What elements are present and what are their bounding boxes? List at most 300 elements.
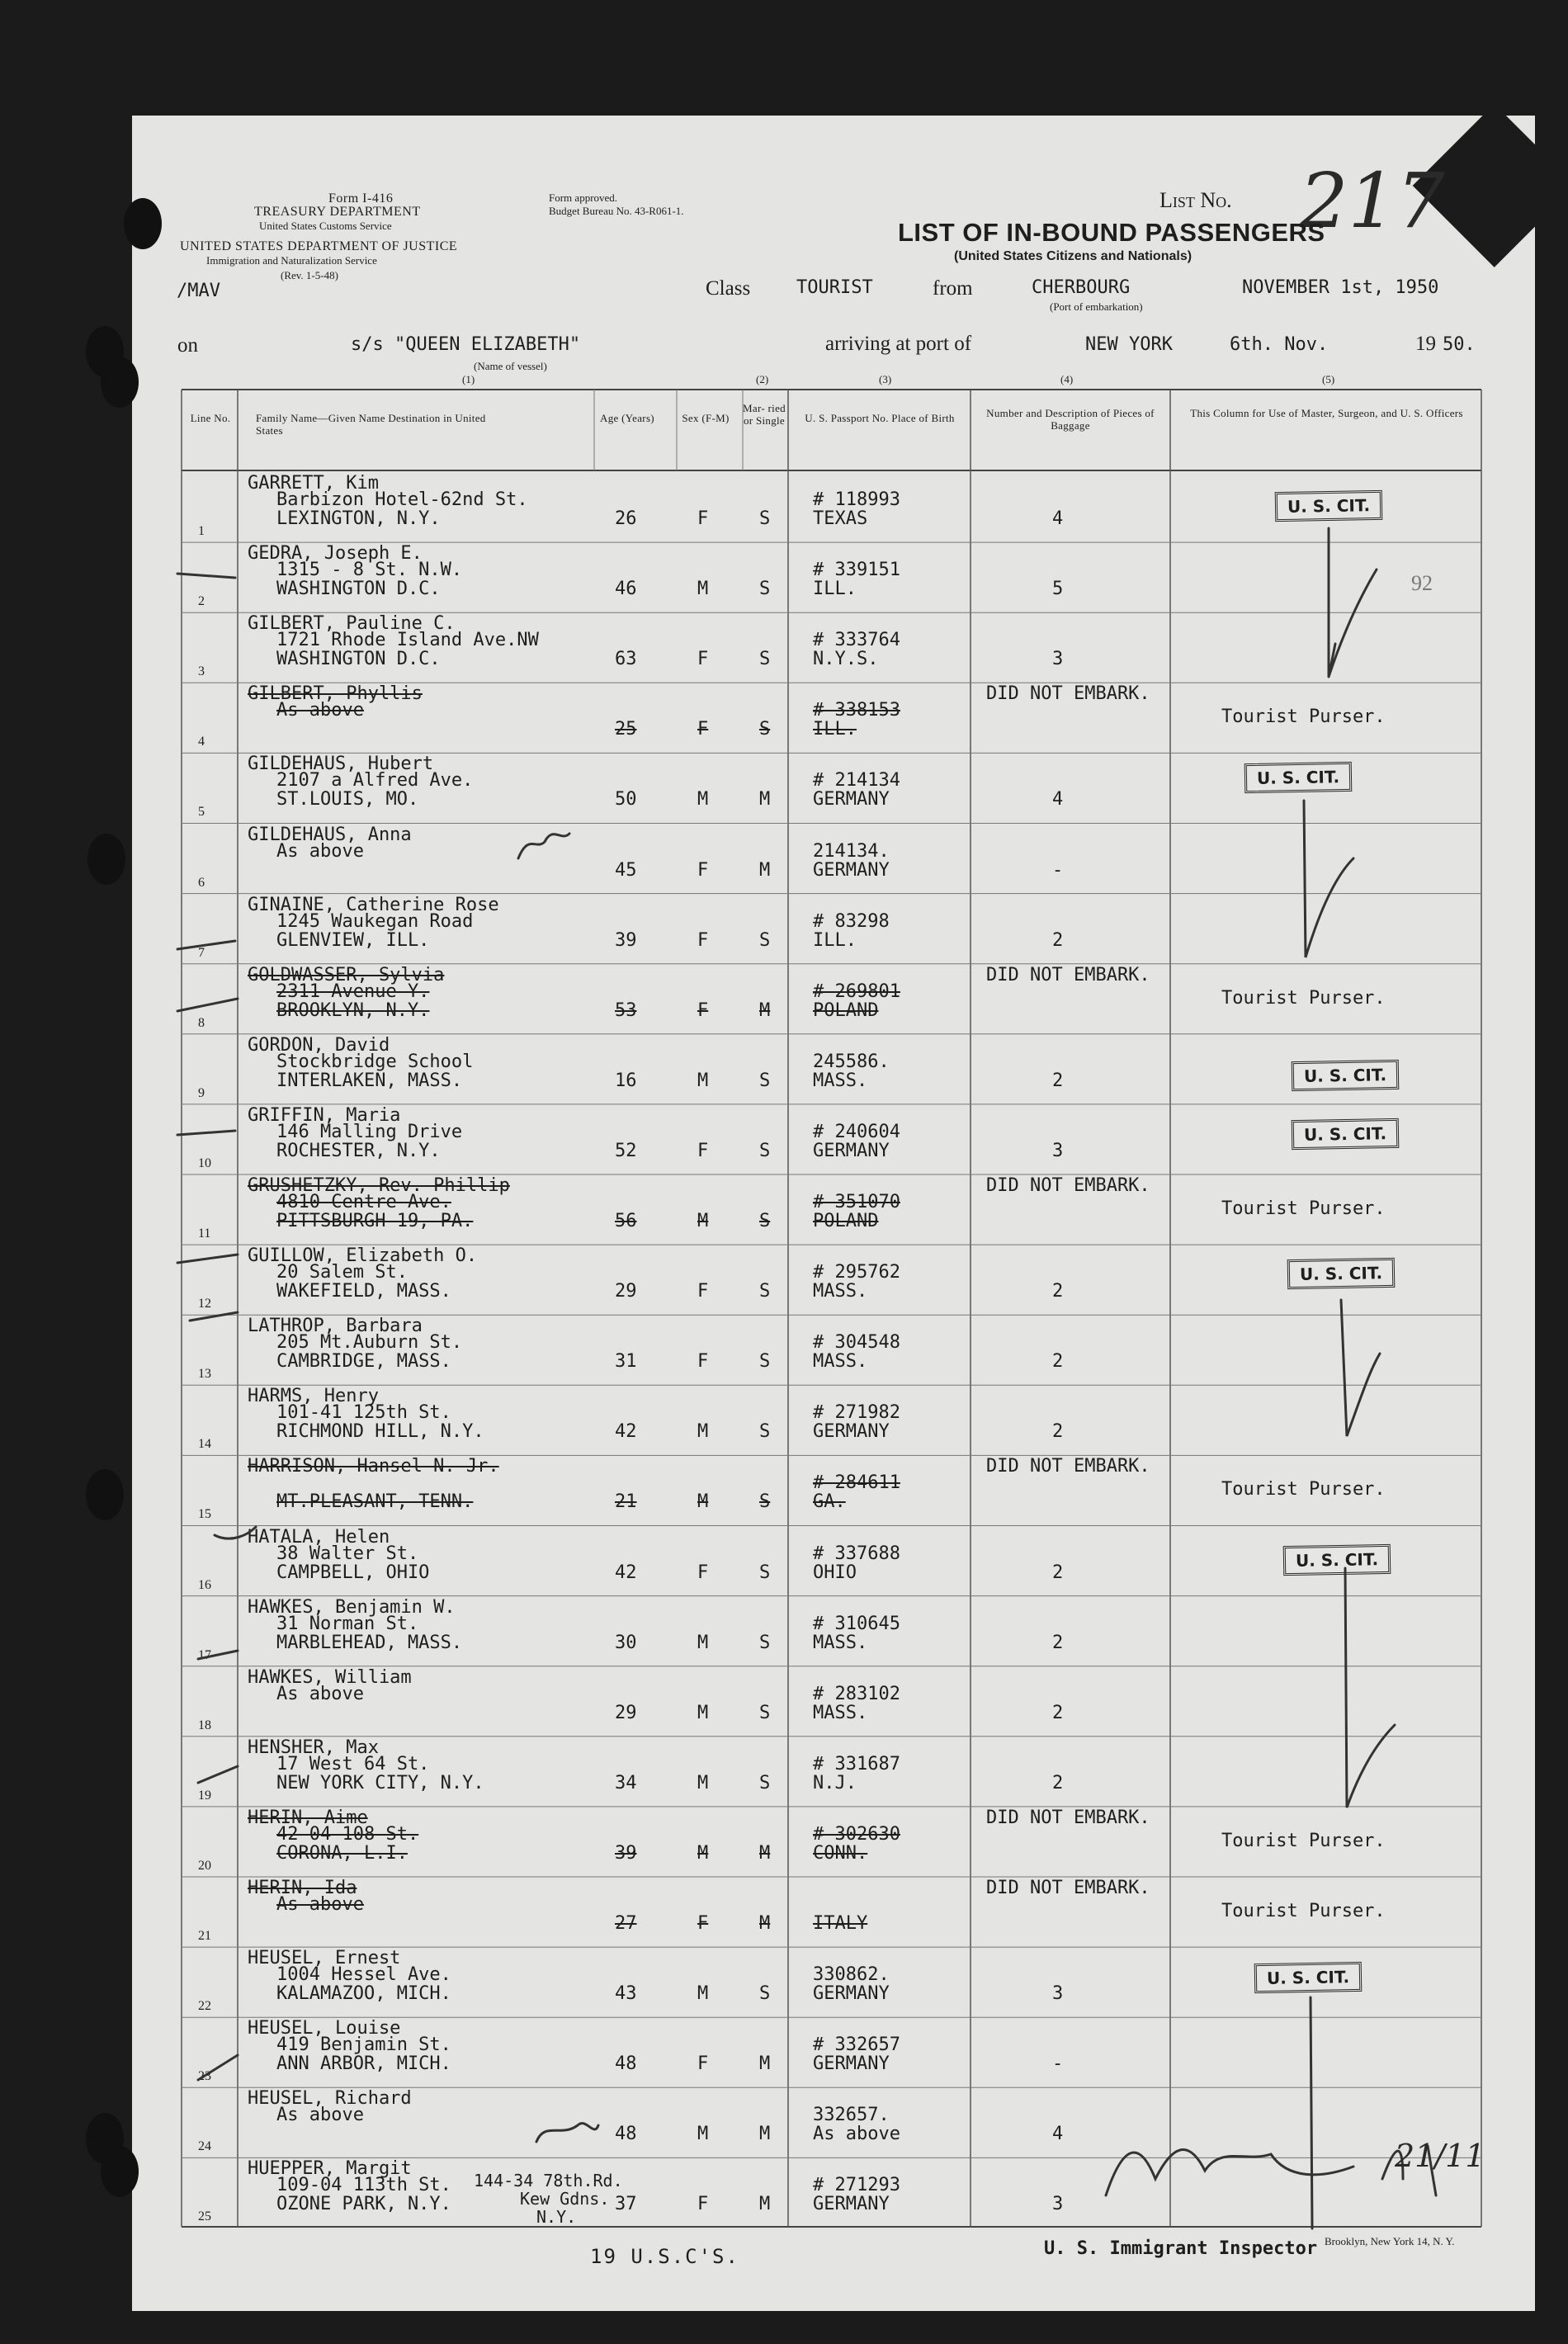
form-number: Form I-416 <box>328 191 394 206</box>
passenger-marital: S <box>759 579 771 600</box>
passenger-name: HAWKES, William <box>248 1666 412 1688</box>
line-number: 19 <box>198 1788 211 1803</box>
col-number: (3) <box>879 373 892 385</box>
place-of-birth: POLAND <box>813 1211 879 1231</box>
passport-number: # 214134 <box>813 770 900 792</box>
class-value: TOURIST <box>796 277 873 298</box>
purser-note: Tourist Purser. <box>1221 1479 1386 1500</box>
passenger-city: KALAMAZOO, MICH. <box>276 1983 451 2005</box>
passport-number: # 302630 <box>813 1823 900 1845</box>
passenger-marital: S <box>759 1702 771 1723</box>
arrival-port: NEW YORK <box>1085 334 1173 355</box>
line-number: 21 <box>198 1929 211 1943</box>
purser-note: Tourist Purser. <box>1221 987 1386 1009</box>
line-number: 5 <box>198 805 205 820</box>
place-of-birth: MASS. <box>813 1632 868 1653</box>
passenger-city: MARBLEHEAD, MASS. <box>276 1632 463 1653</box>
line-number: 16 <box>198 1577 211 1592</box>
page-mark: 92 <box>1411 571 1433 595</box>
passenger-age: 29 <box>615 1702 637 1723</box>
passenger-city: ANN ARBOR, MICH. <box>276 2053 451 2075</box>
passenger-sex: M <box>697 1983 709 2005</box>
passenger-sex: F <box>697 2053 709 2075</box>
passenger-address: 17 West 64 St. <box>276 1753 430 1775</box>
passenger-name: HEUSEL, Richard <box>248 2088 412 2110</box>
col-number: (5) <box>1322 373 1335 385</box>
passenger-city: NEW YORK CITY, N.Y. <box>276 1772 484 1793</box>
col-head-passport: U. S. Passport No. Place of Birth <box>805 412 955 424</box>
embark-note: DID NOT EMBARK. <box>986 1175 1150 1196</box>
form-approved: Form approved. <box>549 191 618 204</box>
place-of-birth: MASS. <box>813 1070 868 1091</box>
passenger-sex: F <box>697 2194 709 2215</box>
passenger-name: GORDON, David <box>248 1034 390 1056</box>
baggage-count: 2 <box>1052 929 1064 951</box>
passenger-sex: M <box>697 1211 709 1231</box>
passenger-marital: M <box>759 859 771 881</box>
passenger-sex: F <box>697 1000 709 1021</box>
passenger-sex: F <box>697 929 709 951</box>
passenger-city: GLENVIEW, ILL. <box>276 929 430 951</box>
line-number: 1 <box>198 524 205 538</box>
huepper-addr-correction: 144-34 78th.Rd. <box>474 2171 623 2190</box>
inspector-title: U. S. Immigrant Inspector <box>1044 2238 1318 2259</box>
passenger-name: GOLDWASSER, Sylvia <box>248 964 445 985</box>
baggage-count: 2 <box>1052 1632 1064 1653</box>
passenger-name: LATHROP, Barbara <box>248 1316 423 1337</box>
baggage-count: - <box>1052 859 1064 881</box>
baggage-count: 3 <box>1052 1983 1064 2005</box>
passenger-name: GRIFFIN, Maria <box>248 1104 401 1126</box>
place-of-birth: ILL. <box>813 719 857 740</box>
vessel-name: s/s "QUEEN ELIZABETH" <box>351 334 581 355</box>
inspector-initials: 21/11 <box>1395 2138 1485 2174</box>
passenger-address: As above <box>276 840 364 862</box>
passenger-marital: S <box>759 649 771 670</box>
line-number: 18 <box>198 1718 211 1732</box>
passenger-city: PITTSBURGH 19, PA. <box>276 1211 474 1231</box>
passenger-city: CAMPBELL, OHIO <box>276 1562 430 1583</box>
embark-note: DID NOT EMBARK. <box>986 964 1150 985</box>
line-number: 7 <box>198 945 205 960</box>
passenger-marital: S <box>759 1140 771 1161</box>
passenger-sex: M <box>697 1421 709 1443</box>
passenger-address: 146 Malling Drive <box>276 1121 463 1142</box>
citizen-count: 19 U.S.C'S. <box>590 2245 739 2268</box>
baggage-count: 3 <box>1052 2194 1064 2215</box>
baggage-count: 4 <box>1052 789 1064 810</box>
passenger-address: 101-41 125th St. <box>276 1402 451 1424</box>
passenger-name: GILBERT, Pauline C. <box>248 613 456 635</box>
baggage-count: 3 <box>1052 649 1064 670</box>
budget-bureau: Budget Bureau No. 43-R061-1. <box>549 205 684 217</box>
treasury-dept: TREASURY DEPARTMENT <box>254 205 421 219</box>
passenger-sex: M <box>697 2124 709 2145</box>
col-head-line: Line No. <box>190 412 231 424</box>
from-value: CHERBOURG <box>1032 277 1131 298</box>
place-of-birth: CONN. <box>813 1842 868 1864</box>
passenger-marital: M <box>759 789 771 810</box>
huepper-addr-correction: N.Y. <box>536 2207 577 2227</box>
departure-date: NOVEMBER 1st, 1950 <box>1242 277 1439 298</box>
passenger-marital: S <box>759 1983 771 2005</box>
baggage-count: 2 <box>1052 1281 1064 1302</box>
passenger-age: 46 <box>615 579 637 600</box>
passenger-city: WASHINGTON D.C. <box>276 579 441 600</box>
passenger-name: HUEPPER, Margit <box>248 2158 412 2180</box>
passenger-city: WASHINGTON D.C. <box>276 649 441 670</box>
line-number: 15 <box>198 1507 211 1522</box>
passenger-address: 31 Norman St. <box>276 1613 419 1634</box>
passenger-city: ST.LOUIS, MO. <box>276 789 419 810</box>
passenger-address: 1315 - 8 St. N.W. <box>276 560 463 581</box>
line-number: 20 <box>198 1858 211 1873</box>
passport-number: # 337688 <box>813 1543 900 1564</box>
passenger-sex: M <box>697 1632 709 1653</box>
passenger-marital: S <box>759 1281 771 1302</box>
doj-title: UNITED STATES DEPARTMENT OF JUSTICE <box>180 239 458 253</box>
passport-number: # 118993 <box>813 489 900 510</box>
passenger-age: 52 <box>615 1140 637 1161</box>
line-number: 22 <box>198 1999 211 2014</box>
passenger-age: 48 <box>615 2053 637 2075</box>
us-cit-stamp: U. S. CIT. <box>1292 1118 1400 1150</box>
passenger-marital: S <box>759 1491 771 1513</box>
passenger-sex: F <box>697 719 709 740</box>
class-label: Class <box>706 277 751 300</box>
passenger-sex: M <box>697 579 709 600</box>
passport-number: # 240604 <box>813 1121 900 1142</box>
passenger-age: 27 <box>615 1913 637 1934</box>
embark-note: DID NOT EMBARK. <box>986 683 1150 705</box>
passenger-address: Barbizon Hotel-62nd St. <box>276 489 528 510</box>
col-head-age: Age (Years) <box>600 412 654 424</box>
passenger-age: 42 <box>615 1562 637 1583</box>
line-number: 9 <box>198 1085 205 1100</box>
clerk-initials: /MAV <box>177 281 220 301</box>
us-cit-stamp: U. S. CIT. <box>1283 1544 1391 1576</box>
line-number: 11 <box>198 1226 211 1241</box>
passport-number: # 283102 <box>813 1683 900 1704</box>
place-of-birth: MASS. <box>813 1281 868 1302</box>
passenger-age: 16 <box>615 1070 637 1091</box>
line-number: 17 <box>198 1647 211 1662</box>
baggage-count: 4 <box>1052 2124 1064 2145</box>
embark-note: (Port of embarkation) <box>1050 300 1143 313</box>
passenger-name: HERIN, Ida <box>248 1878 357 1898</box>
place-of-birth: GERMANY <box>813 2053 890 2075</box>
vessel-note: (Name of vessel) <box>474 360 547 372</box>
passenger-age: 48 <box>615 2124 637 2145</box>
passenger-age: 53 <box>615 1000 637 1021</box>
place-of-birth: ILL. <box>813 929 857 951</box>
passport-number: # 271982 <box>813 1402 900 1424</box>
line-number: 24 <box>198 2139 211 2154</box>
purser-note: Tourist Purser. <box>1221 1830 1386 1851</box>
passport-number: # 269801 <box>813 981 900 1002</box>
passenger-sex: M <box>697 1772 709 1793</box>
baggage-count: 2 <box>1052 1351 1064 1373</box>
place-of-birth: GERMANY <box>813 1140 890 1161</box>
purser-note: Tourist Purser. <box>1221 1198 1386 1219</box>
line-number: 14 <box>198 1437 211 1452</box>
arrival-date: 6th. Nov. <box>1230 334 1329 355</box>
place-of-birth: OHIO <box>813 1562 857 1583</box>
passenger-address: 205 Mt.Auburn St. <box>276 1332 463 1354</box>
passenger-age: 26 <box>615 508 637 529</box>
passport-number: # 284611 <box>813 1472 900 1494</box>
passenger-marital: S <box>759 1351 771 1373</box>
passenger-name: GRUSHETZKY, Rev. Phillip <box>248 1175 510 1196</box>
passport-number: # 310645 <box>813 1613 900 1634</box>
customs-service: United States Customs Service <box>259 220 392 232</box>
place-of-birth: N.J. <box>813 1772 857 1793</box>
col-number: (4) <box>1060 373 1074 385</box>
baggage-count: 5 <box>1052 579 1064 600</box>
passenger-city: RICHMOND HILL, N.Y. <box>276 1421 484 1443</box>
passenger-name: HARMS, Henry <box>248 1386 379 1407</box>
col-head-married: Mar- ried or Single <box>743 402 786 427</box>
us-cit-stamp: U. S. CIT. <box>1292 1060 1400 1091</box>
embark-note: DID NOT EMBARK. <box>986 1807 1150 1828</box>
passenger-address: 1004 Hessel Ave. <box>276 1964 451 1986</box>
passenger-city: CAMBRIDGE, MASS. <box>276 1351 451 1373</box>
passenger-marital: M <box>759 1913 771 1934</box>
line-number: 4 <box>198 735 205 749</box>
passenger-city: ROCHESTER, N.Y. <box>276 1140 441 1161</box>
passenger-address: 4810 Centre Ave. <box>276 1192 451 1212</box>
passenger-city: BROOKLYN, N.Y. <box>276 1000 430 1021</box>
list-no-value: 217 <box>1300 157 1445 245</box>
line-number: 23 <box>198 2069 211 2084</box>
place-of-birth: TEXAS <box>813 508 868 529</box>
passenger-marital: S <box>759 719 771 740</box>
passenger-age: 34 <box>615 1772 637 1793</box>
passenger-address: As above <box>276 2105 364 2126</box>
ins-title: Immigration and Naturalization Service <box>206 254 377 267</box>
arriving-label: arriving at port of <box>825 333 972 355</box>
us-cit-stamp: U. S. CIT. <box>1254 1962 1363 1993</box>
passenger-address: As above <box>276 1683 364 1704</box>
passenger-name: HEUSEL, Louise <box>248 2018 401 2039</box>
passenger-name: GARRETT, Kim <box>248 473 379 494</box>
passenger-name: HARRISON, Hansel N. Jr. <box>248 1456 499 1477</box>
passenger-name: GEDRA, Joseph E. <box>248 543 423 565</box>
passenger-name: GILDEHAUS, Anna <box>248 824 412 845</box>
passenger-marital: M <box>759 2194 771 2215</box>
place-of-birth: N.Y.S. <box>813 649 879 670</box>
passport-number: 332657. <box>813 2105 890 2126</box>
passenger-age: 50 <box>615 789 637 810</box>
passenger-name: GINAINE, Catherine Rose <box>248 894 499 915</box>
line-number: 8 <box>198 1015 205 1030</box>
passenger-age: 31 <box>615 1351 637 1373</box>
passenger-address: 42-04 108 St. <box>276 1823 419 1845</box>
passenger-sex: F <box>697 1562 709 1583</box>
passport-number: # 83298 <box>813 910 890 932</box>
passenger-marital: M <box>759 1842 771 1864</box>
embark-note: DID NOT EMBARK. <box>986 1456 1150 1477</box>
col-head-baggage: Number and Description of Pieces of Baggage <box>986 407 1155 432</box>
us-cit-stamp: U. S. CIT. <box>1244 762 1353 793</box>
col-number: (2) <box>756 373 769 385</box>
passenger-name: HEUSEL, Ernest <box>248 1948 401 1969</box>
passenger-name: HENSHER, Max <box>248 1737 379 1758</box>
passenger-city: CORONA, L.I. <box>276 1842 408 1864</box>
place-of-birth: GERMANY <box>813 1421 890 1443</box>
line-number: 12 <box>198 1297 211 1311</box>
passenger-marital: S <box>759 508 771 529</box>
passenger-address: 1245 Waukegan Road <box>276 910 474 932</box>
passenger-sex: M <box>697 1842 709 1864</box>
embark-note: DID NOT EMBARK. <box>986 1878 1150 1898</box>
passenger-marital: S <box>759 929 771 951</box>
purser-note: Tourist Purser. <box>1221 1901 1386 1921</box>
arrival-year-prefix: 19 <box>1415 333 1436 355</box>
passenger-age: 39 <box>615 1842 637 1864</box>
place-of-birth: MASS. <box>813 1702 868 1723</box>
line-number: 25 <box>198 2209 211 2224</box>
passenger-sex: M <box>697 1702 709 1723</box>
place-of-birth: GERMANY <box>813 789 890 810</box>
passport-number: # 339151 <box>813 560 900 581</box>
passenger-age: 39 <box>615 929 637 951</box>
passenger-name: GILDEHAUS, Hubert <box>248 754 434 775</box>
place-of-birth: MASS. <box>813 1351 868 1373</box>
passenger-age: 56 <box>615 1211 637 1231</box>
passenger-name: GILBERT, Phyllis <box>248 683 423 705</box>
list-title: LIST OF IN-BOUND PASSENGERS <box>898 218 1325 247</box>
place-of-birth: ITALY <box>813 1913 868 1934</box>
passport-number: # 304548 <box>813 1332 900 1354</box>
col-number: (1) <box>462 373 475 385</box>
on-label: on <box>177 334 198 357</box>
place-of-birth: GERMANY <box>813 859 890 881</box>
passport-number: # 295762 <box>813 1262 900 1283</box>
line-number: 10 <box>198 1155 211 1170</box>
passenger-sex: F <box>697 649 709 670</box>
huepper-addr-correction: Kew Gdns. <box>520 2189 610 2209</box>
purser-note: Tourist Purser. <box>1221 707 1386 728</box>
passport-number: # 332657 <box>813 2034 900 2056</box>
passport-number: 330862. <box>813 1964 890 1986</box>
line-number: 13 <box>198 1367 211 1382</box>
passenger-address: 38 Walter St. <box>276 1543 419 1564</box>
passenger-age: 63 <box>615 649 637 670</box>
passenger-marital: S <box>759 1562 771 1583</box>
passenger-age: 25 <box>615 719 637 740</box>
baggage-count: 2 <box>1052 1702 1064 1723</box>
passenger-marital: M <box>759 2053 771 2075</box>
col-head-officers: This Column for Use of Master, Surgeon, and U. S. Officers <box>1190 407 1463 419</box>
col-head-name: Family Name—Given Name Destination in United States <box>256 412 486 437</box>
passenger-marital: S <box>759 1772 771 1793</box>
passenger-sex: F <box>697 1351 709 1373</box>
passport-number: # 338153 <box>813 700 900 721</box>
place-of-birth: GA. <box>813 1491 846 1513</box>
passenger-sex: F <box>697 1281 709 1302</box>
baggage-count: 2 <box>1052 1772 1064 1793</box>
passenger-city: WAKEFIELD, MASS. <box>276 1281 451 1302</box>
us-cit-stamp: U. S. CIT. <box>1287 1258 1396 1289</box>
passenger-sex: F <box>697 508 709 529</box>
place-of-birth: POLAND <box>813 1000 879 1021</box>
passenger-age: 30 <box>615 1632 637 1653</box>
baggage-count: - <box>1052 2053 1064 2075</box>
line-number: 6 <box>198 875 205 890</box>
passenger-age: 43 <box>615 1983 637 2005</box>
line-number: 2 <box>198 594 205 609</box>
passenger-sex: F <box>697 1140 709 1161</box>
passenger-sex: M <box>697 1070 709 1091</box>
passenger-city: MT.PLEASANT, TENN. <box>276 1491 474 1513</box>
passenger-age: 42 <box>615 1421 637 1443</box>
arrival-year: 50. <box>1443 334 1476 355</box>
passenger-age: 37 <box>615 2194 637 2215</box>
place-of-birth: As above <box>813 2124 900 2145</box>
passenger-address: 1721 Rhode Island Ave.NW <box>276 630 539 651</box>
passport-number: # 271293 <box>813 2175 900 2196</box>
passport-number: 245586. <box>813 1051 890 1072</box>
passport-number: # 351070 <box>813 1192 900 1212</box>
passport-number: # 331687 <box>813 1753 900 1775</box>
passenger-sex: M <box>697 1491 709 1513</box>
baggage-count: 2 <box>1052 1070 1064 1091</box>
passenger-address: 109-04 113th St. <box>276 2175 451 2196</box>
list-no-label: List No. <box>1159 188 1232 212</box>
passenger-marital: S <box>759 1070 771 1091</box>
us-cit-stamp: U. S. CIT. <box>1275 490 1383 522</box>
passenger-sex: M <box>697 789 709 810</box>
passenger-address: 20 Salem St. <box>276 1262 408 1283</box>
passenger-city: LEXINGTON, N.Y. <box>276 508 441 529</box>
passenger-age: 21 <box>615 1491 637 1513</box>
passenger-name: HAWKES, Benjamin W. <box>248 1596 456 1618</box>
passenger-address: As above <box>276 1894 364 1915</box>
passenger-marital: M <box>759 1000 771 1021</box>
baggage-count: 4 <box>1052 508 1064 529</box>
passport-number: # 333764 <box>813 630 900 651</box>
baggage-count: 2 <box>1052 1562 1064 1583</box>
passenger-age: 29 <box>615 1281 637 1302</box>
passenger-marital: S <box>759 1211 771 1231</box>
passport-number: 214134. <box>813 840 890 862</box>
passenger-name: GUILLOW, Elizabeth O. <box>248 1245 478 1267</box>
passenger-address: 2311 Avenue Y. <box>276 981 430 1002</box>
place-of-birth: GERMANY <box>813 1983 890 2005</box>
passenger-address: 2107 a Alfred Ave. <box>276 770 474 792</box>
line-number: 3 <box>198 664 205 679</box>
passenger-address: 419 Benjamin St. <box>276 2034 451 2056</box>
passenger-sex: F <box>697 859 709 881</box>
passenger-name: HERIN, Aime <box>248 1807 368 1828</box>
col-head-sex: Sex (F-M) <box>682 412 730 424</box>
place-of-birth: ILL. <box>813 579 857 600</box>
passenger-marital: S <box>759 1632 771 1653</box>
baggage-count: 3 <box>1052 1140 1064 1161</box>
passenger-name: HATALA, Helen <box>248 1526 390 1548</box>
passenger-sex: F <box>697 1913 709 1934</box>
place-of-birth: GERMANY <box>813 2194 890 2215</box>
passenger-address: As above <box>276 700 364 721</box>
baggage-count: 2 <box>1052 1421 1064 1443</box>
form-revision: (Rev. 1-5-48) <box>281 269 338 281</box>
passenger-address: Stockbridge School <box>276 1051 474 1072</box>
list-subtitle: (United States Citizens and Nationals) <box>954 249 1193 263</box>
printer-imprint: Brooklyn, New York 14, N. Y. <box>1325 2235 1455 2247</box>
passenger-marital: M <box>759 2124 771 2145</box>
passenger-city: INTERLAKEN, MASS. <box>276 1070 463 1091</box>
